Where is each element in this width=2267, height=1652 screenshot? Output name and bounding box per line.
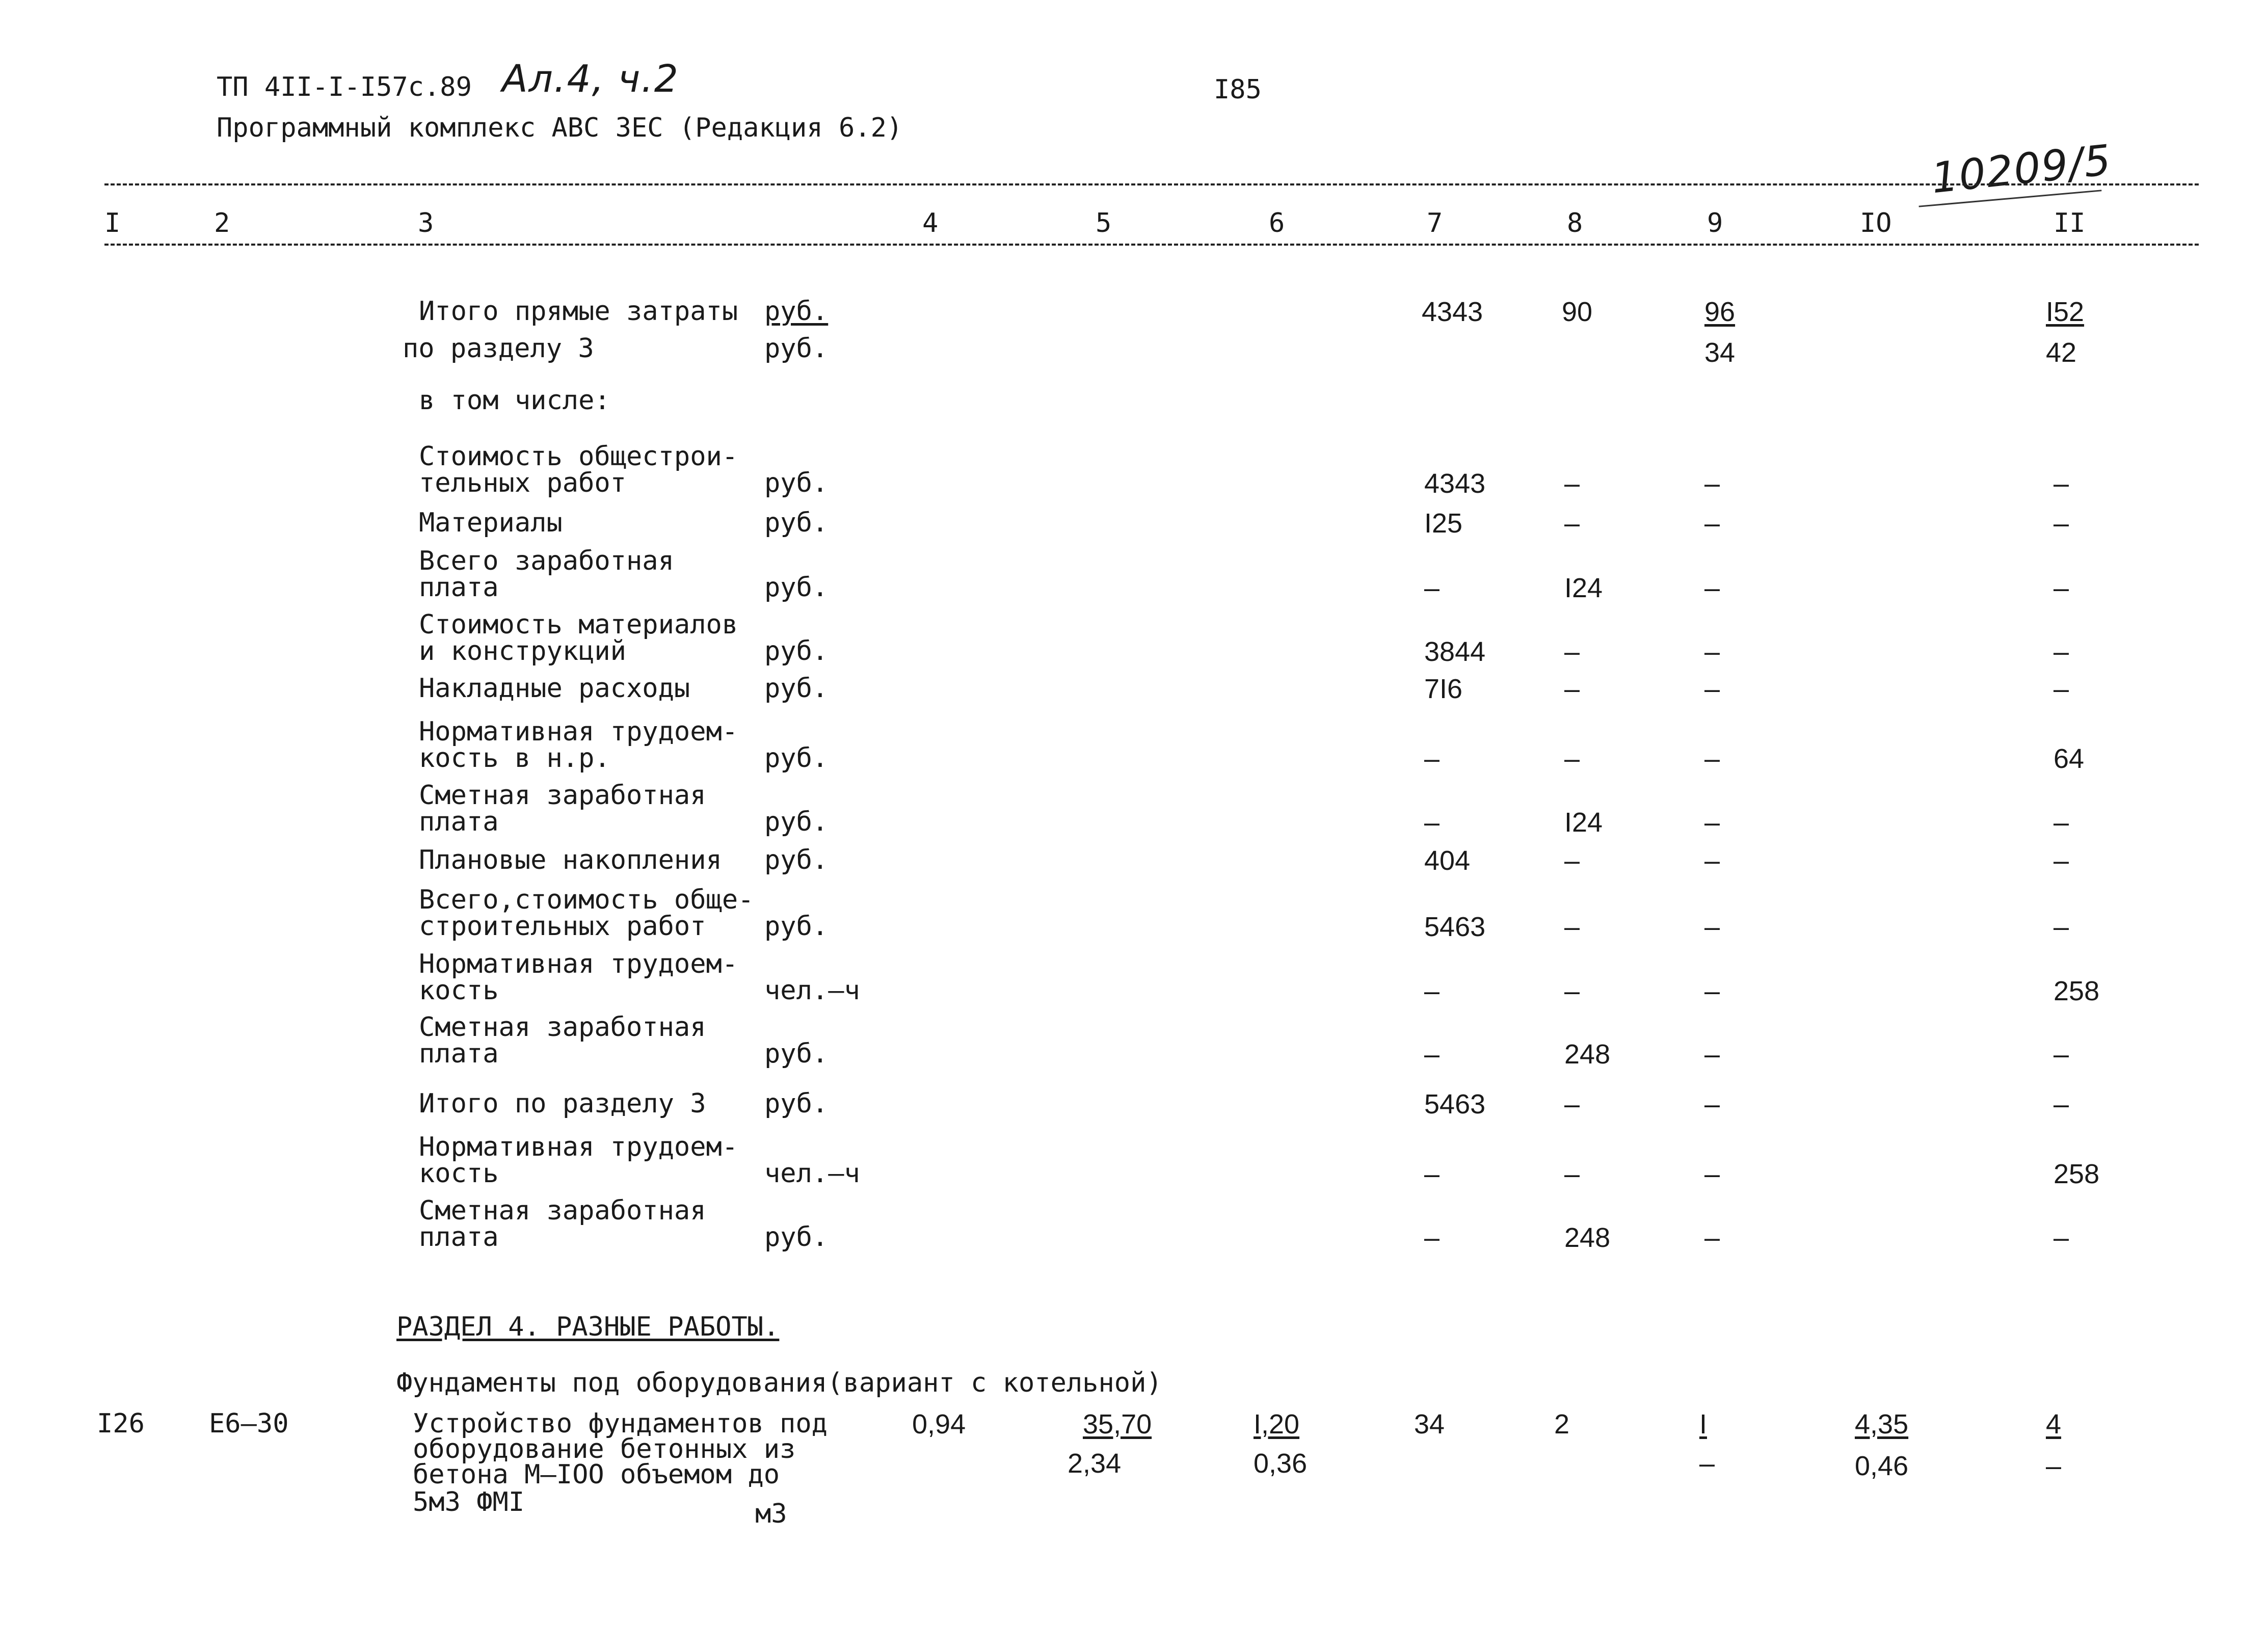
breakdown-col11: –: [2053, 1222, 2069, 1253]
breakdown-label-line1: Сметная заработная: [419, 780, 706, 811]
breakdown-unit: руб.: [764, 807, 829, 837]
totals-col9-bottom: 34: [1704, 337, 1736, 368]
breakdown-label-line2: и конструкций: [419, 636, 626, 667]
totals-label-line2: по разделу 3: [403, 333, 594, 364]
item-unit: м3: [755, 1499, 787, 1529]
breakdown-label-line2: плата: [419, 572, 499, 603]
col-header-9: 9: [1707, 208, 1723, 238]
breakdown-col7: I25: [1424, 508, 1463, 539]
breakdown-label-line2: плата: [419, 807, 499, 837]
item-col11-top: 4: [2046, 1409, 2062, 1440]
including-label: в том числе:: [419, 385, 610, 416]
breakdown-label-line1: Сметная заработная: [419, 1012, 706, 1043]
breakdown-col11: –: [2053, 468, 2069, 499]
breakdown-col7: 3844: [1424, 636, 1486, 667]
col-header-8: 8: [1567, 208, 1583, 238]
breakdown-unit: руб.: [764, 468, 829, 498]
totals-col7: 4343: [1422, 297, 1483, 327]
item-col9-top: I: [1699, 1409, 1708, 1440]
breakdown-label-line2: плата: [419, 1038, 499, 1069]
col-header-7: 7: [1427, 208, 1443, 238]
breakdown-col7: –: [1424, 573, 1440, 603]
item-col6-bottom: 0,36: [1253, 1448, 1308, 1479]
item-desc-line1: Устройство фундаментов под: [413, 1408, 828, 1439]
breakdown-col7: –: [1424, 1039, 1440, 1070]
item-col5-top: 35,70: [1083, 1409, 1152, 1440]
breakdown-col8: –: [1564, 508, 1580, 539]
breakdown-label-line1: Всего заработная: [419, 546, 674, 576]
breakdown-col7: –: [1424, 1159, 1440, 1189]
col-header-6: 6: [1269, 208, 1285, 238]
breakdown-col7: 4343: [1424, 468, 1486, 499]
item-col10-top: 4,35: [1855, 1409, 1909, 1440]
breakdown-label-line2: строительных работ: [419, 911, 706, 942]
breakdown-col9: –: [1704, 912, 1720, 942]
col-header-5: 5: [1096, 208, 1112, 238]
breakdown-col8: –: [1564, 912, 1580, 942]
totals-unit1: руб.: [764, 296, 829, 327]
col-header-10: IO: [1860, 208, 1892, 238]
breakdown-col9: –: [1704, 636, 1720, 667]
breakdown-unit: руб.: [764, 636, 829, 667]
breakdown-label-line1: Сметная заработная: [419, 1195, 706, 1226]
item-desc-line4: 5м3 ФМI: [413, 1487, 525, 1517]
breakdown-label-line1: Нормативная трудоем-: [419, 1132, 738, 1162]
document-subtitle: Программный комплекс АВС 3ЕС (Редакция 6.2): [217, 113, 903, 143]
breakdown-col8: 248: [1564, 1222, 1611, 1253]
section4-title: РАЗДЕЛ 4. РАЗНЫЕ РАБОТЫ.: [396, 1312, 780, 1342]
breakdown-col8: I24: [1564, 807, 1603, 838]
breakdown-col8: –: [1564, 1159, 1580, 1189]
breakdown-col8: I24: [1564, 573, 1603, 603]
breakdown-label-line2: кость: [419, 975, 499, 1006]
item-col11-bottom: –: [2046, 1451, 2062, 1481]
breakdown-label-line2: кость в н.р.: [419, 743, 610, 774]
breakdown-col11: 258: [2053, 976, 2100, 1006]
breakdown-col11: –: [2053, 1039, 2069, 1070]
breakdown-col8: 248: [1564, 1039, 1611, 1070]
page-number: I85: [1214, 74, 1262, 105]
item-qty: 0,94: [912, 1409, 966, 1440]
breakdown-label-line1: Плановые накопления: [419, 845, 722, 875]
breakdown-col7: –: [1424, 1222, 1440, 1253]
totals-col9-top: 96: [1704, 297, 1736, 327]
breakdown-unit: руб.: [764, 845, 829, 875]
col-header-3: 3: [418, 208, 434, 238]
breakdown-label-line1: Итого по разделу 3: [419, 1088, 706, 1119]
breakdown-unit: руб.: [764, 1038, 829, 1069]
breakdown-label-line2: тельных работ: [419, 468, 626, 498]
breakdown-col8: –: [1564, 976, 1580, 1006]
doc-code: ТП 4II-I-I57с.89: [217, 72, 472, 102]
breakdown-label-line1: Нормативная трудоем-: [419, 716, 738, 747]
breakdown-label-line2: плата: [419, 1222, 499, 1253]
item-col6-top: I,20: [1253, 1409, 1300, 1440]
breakdown-col9: –: [1704, 1039, 1720, 1070]
breakdown-col9: –: [1704, 1159, 1720, 1189]
breakdown-col9: –: [1704, 573, 1720, 603]
col-header-4: 4: [922, 208, 939, 238]
breakdown-col11: –: [2053, 1089, 2069, 1120]
breakdown-label-line1: Нормативная трудоем-: [419, 949, 738, 979]
totals-col11-bottom: 42: [2046, 337, 2077, 368]
item-col5-bottom: 2,34: [1068, 1448, 1122, 1479]
breakdown-col7: –: [1424, 807, 1440, 838]
breakdown-label-line2: кость: [419, 1158, 499, 1189]
breakdown-col8: –: [1564, 743, 1580, 774]
breakdown-unit: руб.: [764, 508, 829, 538]
breakdown-col9: –: [1704, 845, 1720, 876]
breakdown-col7: 5463: [1424, 912, 1486, 942]
breakdown-col9: –: [1704, 674, 1720, 704]
breakdown-col9: –: [1704, 976, 1720, 1006]
breakdown-col9: –: [1704, 508, 1720, 539]
breakdown-col11: 64: [2053, 743, 2085, 774]
breakdown-unit: руб.: [764, 743, 829, 774]
breakdown-col11: –: [2053, 912, 2069, 942]
col-header-2: 2: [214, 208, 230, 238]
breakdown-col7: 5463: [1424, 1089, 1486, 1120]
breakdown-unit: чел.–ч: [764, 975, 860, 1006]
breakdown-col9: –: [1704, 1222, 1720, 1253]
breakdown-col11: 258: [2053, 1159, 2100, 1189]
handwritten-number: 10209/5: [1929, 136, 2114, 203]
breakdown-col11: –: [2053, 845, 2069, 876]
breakdown-unit: руб.: [764, 673, 829, 704]
breakdown-unit: руб.: [764, 911, 829, 942]
breakdown-col11: –: [2053, 807, 2069, 838]
breakdown-col11: –: [2053, 508, 2069, 539]
breakdown-label-line1: Стоимость материалов: [419, 609, 738, 640]
breakdown-col8: –: [1564, 1089, 1580, 1120]
header-bottom-rule: [104, 244, 2199, 246]
breakdown-col9: –: [1704, 743, 1720, 774]
breakdown-col8: –: [1564, 674, 1580, 704]
breakdown-col7: 7I6: [1424, 674, 1463, 704]
totals-col11-top: I52: [2046, 297, 2085, 327]
breakdown-col8: –: [1564, 468, 1580, 499]
item-code: Е6–30: [209, 1408, 289, 1439]
breakdown-col11: –: [2053, 674, 2069, 704]
breakdown-label-line1: Материалы: [419, 508, 563, 538]
item-col7: 34: [1414, 1409, 1445, 1440]
breakdown-col9: –: [1704, 1089, 1720, 1120]
breakdown-unit: руб.: [764, 1088, 829, 1119]
breakdown-col7: –: [1424, 976, 1440, 1006]
breakdown-col8: –: [1564, 636, 1580, 667]
breakdown-col9: –: [1704, 807, 1720, 838]
breakdown-label-line1: Всего,стоимость обще-: [419, 885, 754, 915]
breakdown-unit: руб.: [764, 572, 829, 603]
section4-subtitle: Фундаменты под оборудования(вариант с котельной): [396, 1368, 1162, 1398]
col-header-1: I: [104, 208, 121, 238]
breakdown-label-line1: Накладные расходы: [419, 673, 690, 704]
item-col8: 2: [1554, 1409, 1570, 1440]
breakdown-col11: –: [2053, 636, 2069, 667]
handwritten-note: Ал.4, ч.2: [502, 57, 679, 101]
item-col10-bottom: 0,46: [1855, 1451, 1909, 1481]
item-number: I26: [97, 1408, 145, 1439]
breakdown-unit: чел.–ч: [764, 1158, 860, 1189]
breakdown-col7: –: [1424, 743, 1440, 774]
breakdown-col7: 404: [1424, 845, 1471, 876]
item-col9-bottom: –: [1699, 1448, 1715, 1479]
breakdown-col9: –: [1704, 468, 1720, 499]
breakdown-col11: –: [2053, 573, 2069, 603]
breakdown-label-line1: Стоимость общестрои-: [419, 441, 738, 472]
header-top-rule: [104, 183, 2199, 185]
item-desc-line2: оборудование бетонных из: [413, 1434, 796, 1464]
breakdown-col8: –: [1564, 845, 1580, 876]
col-header-11: II: [2053, 208, 2086, 238]
totals-unit2: руб.: [764, 333, 829, 364]
breakdown-unit: руб.: [764, 1222, 829, 1253]
item-desc-line3: бетона М–IOO объемом до: [413, 1459, 780, 1490]
totals-col8: 90: [1562, 297, 1593, 327]
totals-label-line1: Итого прямые затраты: [419, 296, 738, 327]
